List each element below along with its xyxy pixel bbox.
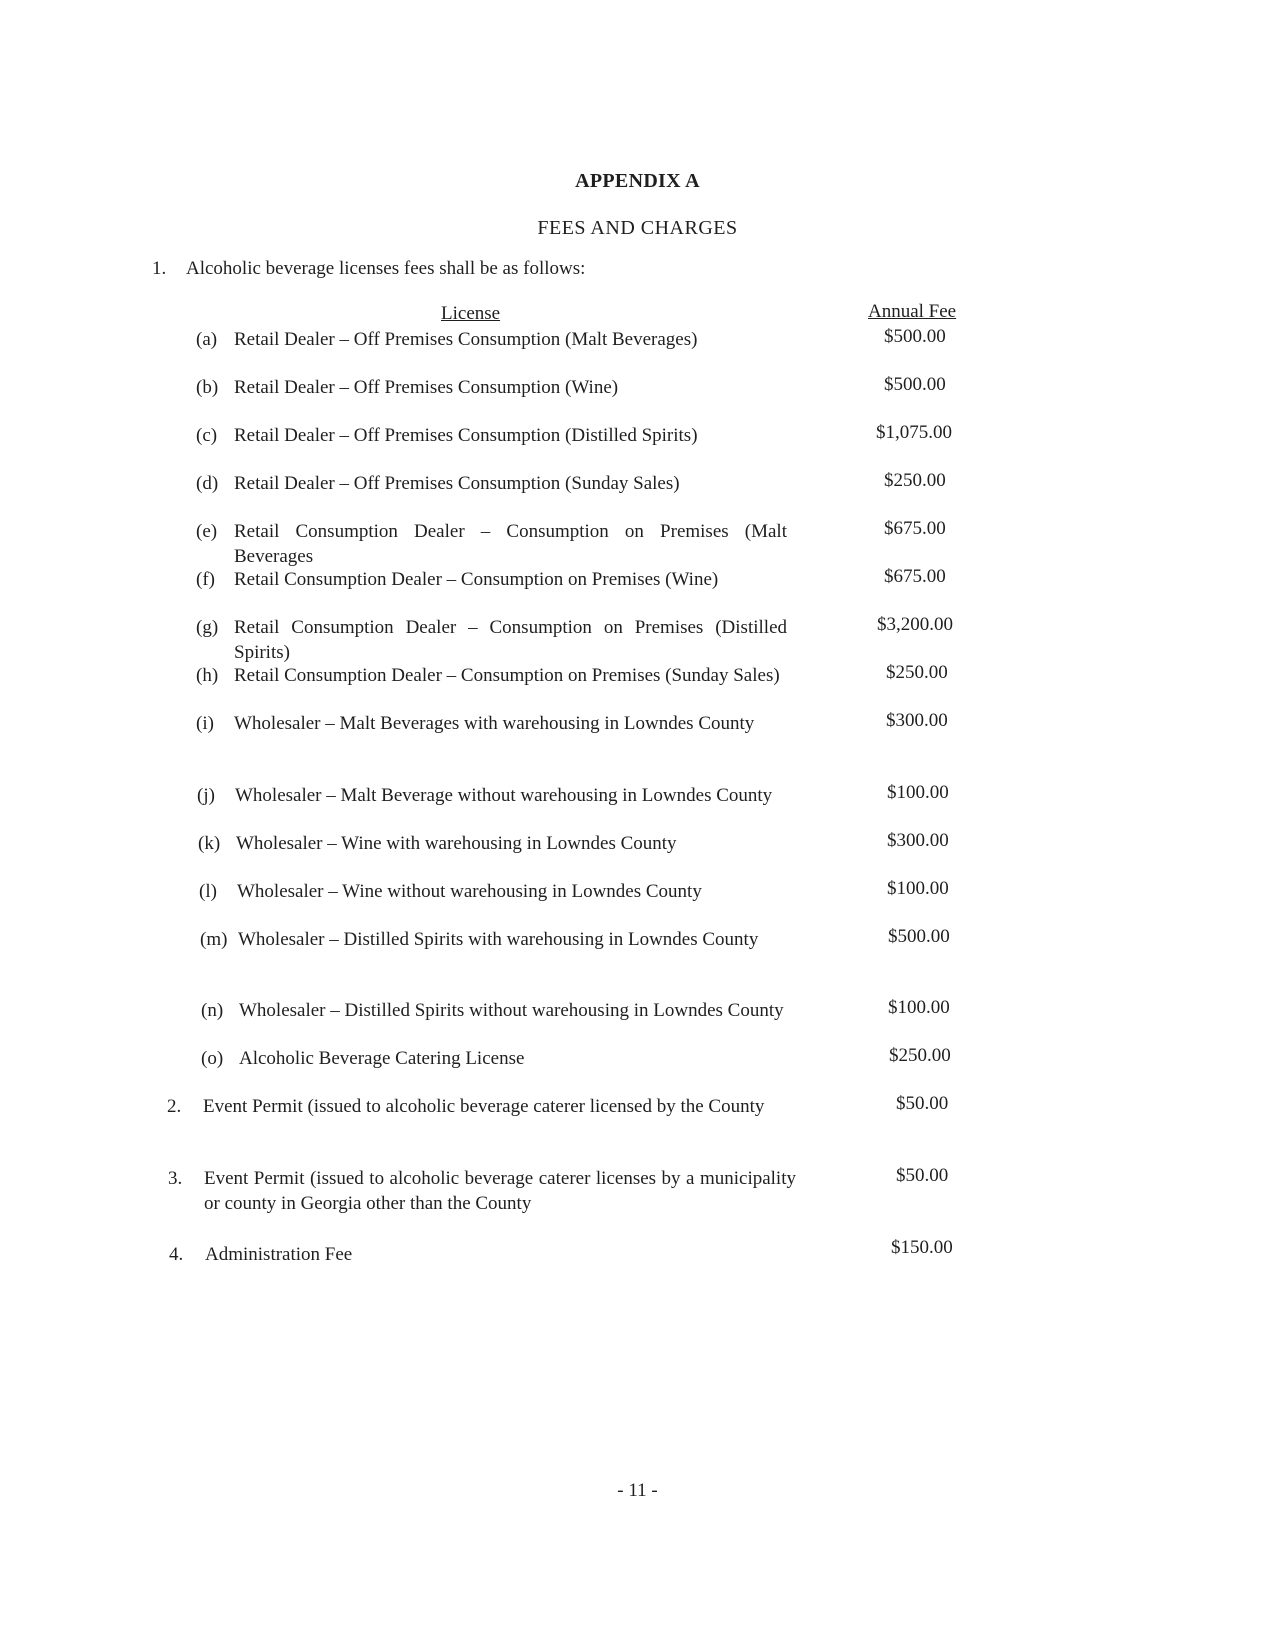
item-fee: $150.00 [891, 1237, 953, 1258]
license-text: Wholesaler – Wine without warehousing in Lowndes County [237, 881, 702, 902]
fee-item [169, 1242, 353, 1267]
license-label: (n) [201, 1000, 224, 1021]
license-label: (l) [199, 881, 217, 902]
item-text: Administration Fee [205, 1244, 353, 1265]
column-header-license: License [441, 303, 501, 324]
license-fee: $1,075.00 [876, 422, 952, 443]
page-title: APPENDIX A [575, 170, 700, 192]
license-fee: $500.00 [888, 926, 950, 947]
license-text: Retail Dealer – Off Premises Consumption (Wine) [234, 377, 619, 398]
license-label: (m) [200, 929, 228, 950]
license-text: Wholesaler – Distilled Spirits without warehousing in Lowndes County [239, 1000, 784, 1021]
license-fee: $675.00 [884, 518, 946, 539]
license-label: (c) [196, 425, 218, 446]
license-label: (o) [201, 1048, 224, 1069]
license-fee: $100.00 [887, 878, 949, 899]
license-label: (k) [198, 833, 221, 854]
license-fee: $100.00 [887, 782, 949, 803]
license-text: Wholesaler – Malt Beverages with warehousing in Lowndes County [234, 713, 755, 734]
item-text: Event Permit (issued to alcoholic beverage caterer licenses by a municipality or county in Georgia other than the County [204, 1168, 796, 1214]
item-fee: $50.00 [896, 1093, 949, 1114]
section-intro: Alcoholic beverage licenses fees shall be as follows: [186, 258, 586, 279]
page-number: - 11 - [617, 1480, 658, 1501]
license-text: Wholesaler – Distilled Spirits with warehousing in Lowndes County [238, 929, 759, 950]
column-header-annual-fee: Annual Fee [868, 301, 957, 322]
license-label: (g) [196, 617, 219, 638]
license-fee: $500.00 [884, 374, 946, 395]
license-label: (e) [196, 521, 218, 542]
license-fee: $250.00 [886, 662, 948, 683]
license-text: Retail Dealer – Off Premises Consumption (Malt Beverages) [234, 329, 698, 350]
section-number: 1. [152, 258, 167, 279]
license-text: Retail Dealer – Off Premises Consumption (Distilled Spirits) [234, 425, 698, 446]
license-label: (d) [196, 473, 219, 494]
license-label: (b) [196, 377, 219, 398]
license-text: Retail Consumption Dealer – Consumption on Premises (Wine) [234, 569, 719, 590]
item-fee: $50.00 [896, 1165, 949, 1186]
item-number: 3. [168, 1168, 183, 1189]
license-fee: $500.00 [884, 326, 946, 347]
license-text: Wholesaler – Wine with warehousing in Lowndes County [236, 833, 677, 854]
license-label: (h) [196, 665, 219, 686]
item-number: 4. [169, 1244, 184, 1265]
license-fee: $300.00 [886, 710, 948, 731]
license-fee: $3,200.00 [877, 614, 953, 635]
license-fee: $250.00 [884, 470, 946, 491]
item-text: Event Permit (issued to alcoholic beverage caterer licensed by the County [203, 1096, 765, 1117]
license-fee: $250.00 [889, 1045, 951, 1066]
license-label: (f) [196, 569, 215, 590]
item-number: 2. [167, 1096, 182, 1117]
license-text: Retail Consumption Dealer – Consumption on Premises (Distilled Spirits) [234, 617, 787, 663]
license-label: (j) [197, 785, 215, 806]
license-label: (i) [196, 713, 214, 734]
license-fee: $675.00 [884, 566, 946, 587]
license-text: Retail Consumption Dealer – Consumption on Premises (Malt Beverages [234, 521, 787, 567]
license-label: (a) [196, 329, 218, 350]
license-text: Retail Dealer – Off Premises Consumption (Sunday Sales) [234, 473, 680, 494]
license-fee: $100.00 [888, 997, 950, 1018]
fee-item [168, 1166, 796, 1214]
fee-item [167, 1094, 765, 1119]
license-fee: $300.00 [887, 830, 949, 851]
license-text: Alcoholic Beverage Catering License [239, 1048, 525, 1069]
license-text: Retail Consumption Dealer – Consumption on Premises (Sunday Sales) [234, 665, 780, 686]
page-subtitle: FEES AND CHARGES [537, 217, 738, 239]
license-text: Wholesaler – Malt Beverage without warehousing in Lowndes County [235, 785, 773, 806]
